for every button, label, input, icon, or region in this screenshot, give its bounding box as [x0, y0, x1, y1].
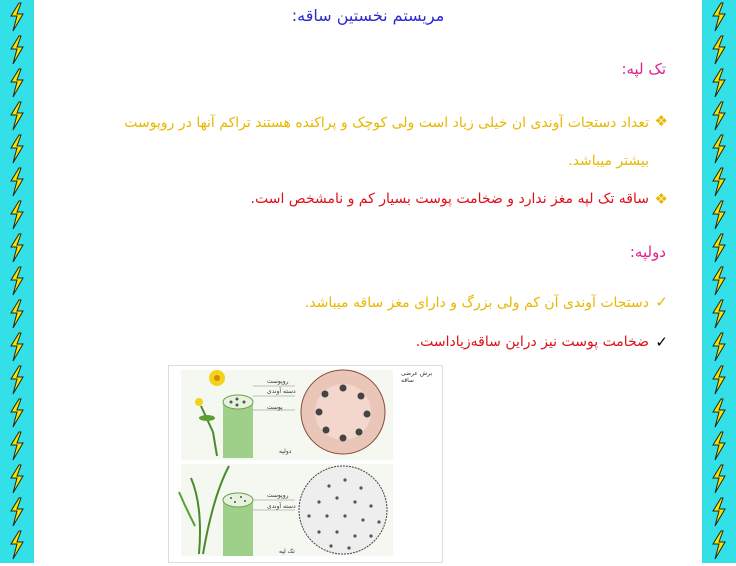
lightning-bolt-icon: [709, 332, 729, 362]
check-bullet-icon: ✓: [655, 333, 668, 351]
lightning-bolt-icon: [7, 167, 27, 197]
lightning-bolt-icon: [709, 35, 729, 65]
lightning-bolt-icon: [7, 266, 27, 296]
lightning-bolt-icon: [7, 365, 27, 395]
lightning-bolt-icon: [7, 299, 27, 329]
lightning-bolt-icon: [709, 101, 729, 131]
label-epidermis-monocot: روپوست: [267, 492, 289, 499]
lightning-bolt-icon: [709, 2, 729, 32]
monocot-bullet-2: ساقه تک لپه مغز ندارد و ضخامت پوست بسیار کم و نامشخص است.: [250, 191, 649, 207]
dicot-heading: دولپه:: [629, 243, 666, 261]
dicot-bullet-1: دستجات آوندی آن کم ولی بزرگ و دارای مغز ساقه میباشد.: [304, 295, 649, 311]
label-cortex: پوست: [267, 404, 283, 411]
check-bullet-icon: ✓: [655, 293, 668, 311]
figure-caption: برش عرضی ساقه: [401, 370, 433, 384]
lightning-bolt-icon: [7, 497, 27, 527]
lightning-bolt-icon: [7, 2, 27, 32]
diamond-bullet-icon: ❖: [654, 112, 668, 130]
lightning-bolt-icon: [7, 398, 27, 428]
lightning-bolt-icon: [709, 464, 729, 494]
stem-cross-section-illustration: [169, 366, 442, 562]
dicot-bullet-2: ضخامت پوست نیز دراین ساقه‌زیاداست.: [415, 334, 649, 350]
lightning-bolt-icon: [7, 530, 27, 560]
lightning-bolt-icon: [709, 398, 729, 428]
lightning-bolt-icon: [7, 464, 27, 494]
lightning-bolt-icon: [7, 431, 27, 461]
lightning-bolt-icon: [709, 299, 729, 329]
lightning-bolt-icon: [709, 167, 729, 197]
lightning-bolt-icon: [709, 497, 729, 527]
monocot-bullet-1: تعداد دستجات آوندی ان خیلی زیاد است ولی کوچک و پراکنده هستند تراکم آنها در روپوست بیشتر میباشد.: [124, 115, 649, 169]
lightning-bolt-icon: [7, 200, 27, 230]
lightning-bolt-icon: [709, 266, 729, 296]
monocot-heading: تک لپه:: [621, 60, 666, 78]
right-decorative-border: [702, 0, 736, 563]
left-decorative-border: [0, 0, 34, 563]
lightning-bolt-icon: [7, 35, 27, 65]
label-epidermis: روپوست: [267, 378, 289, 385]
lightning-bolt-icon: [7, 332, 27, 362]
lightning-bolt-icon: [709, 530, 729, 560]
label-dicot: دولپه: [279, 448, 292, 455]
lightning-bolt-icon: [709, 200, 729, 230]
stem-cross-section-figure: [168, 365, 443, 563]
lightning-bolt-icon: [7, 134, 27, 164]
lightning-bolt-icon: [709, 68, 729, 98]
lightning-bolt-icon: [7, 68, 27, 98]
label-monocot: تک لپه: [279, 548, 295, 555]
lightning-bolt-icon: [709, 365, 729, 395]
diamond-bullet-icon: ❖: [654, 190, 668, 208]
lightning-bolt-icon: [7, 101, 27, 131]
lightning-bolt-icon: [709, 431, 729, 461]
label-vascular-bundle-monocot: دسته آوندی: [267, 503, 296, 510]
lightning-bolt-icon: [7, 233, 27, 263]
lightning-bolt-icon: [709, 233, 729, 263]
label-vascular-bundle: دسته آوندی: [267, 388, 296, 395]
slide-title: مریستم نخستین ساقه:: [291, 6, 445, 25]
lightning-bolt-icon: [709, 134, 729, 164]
